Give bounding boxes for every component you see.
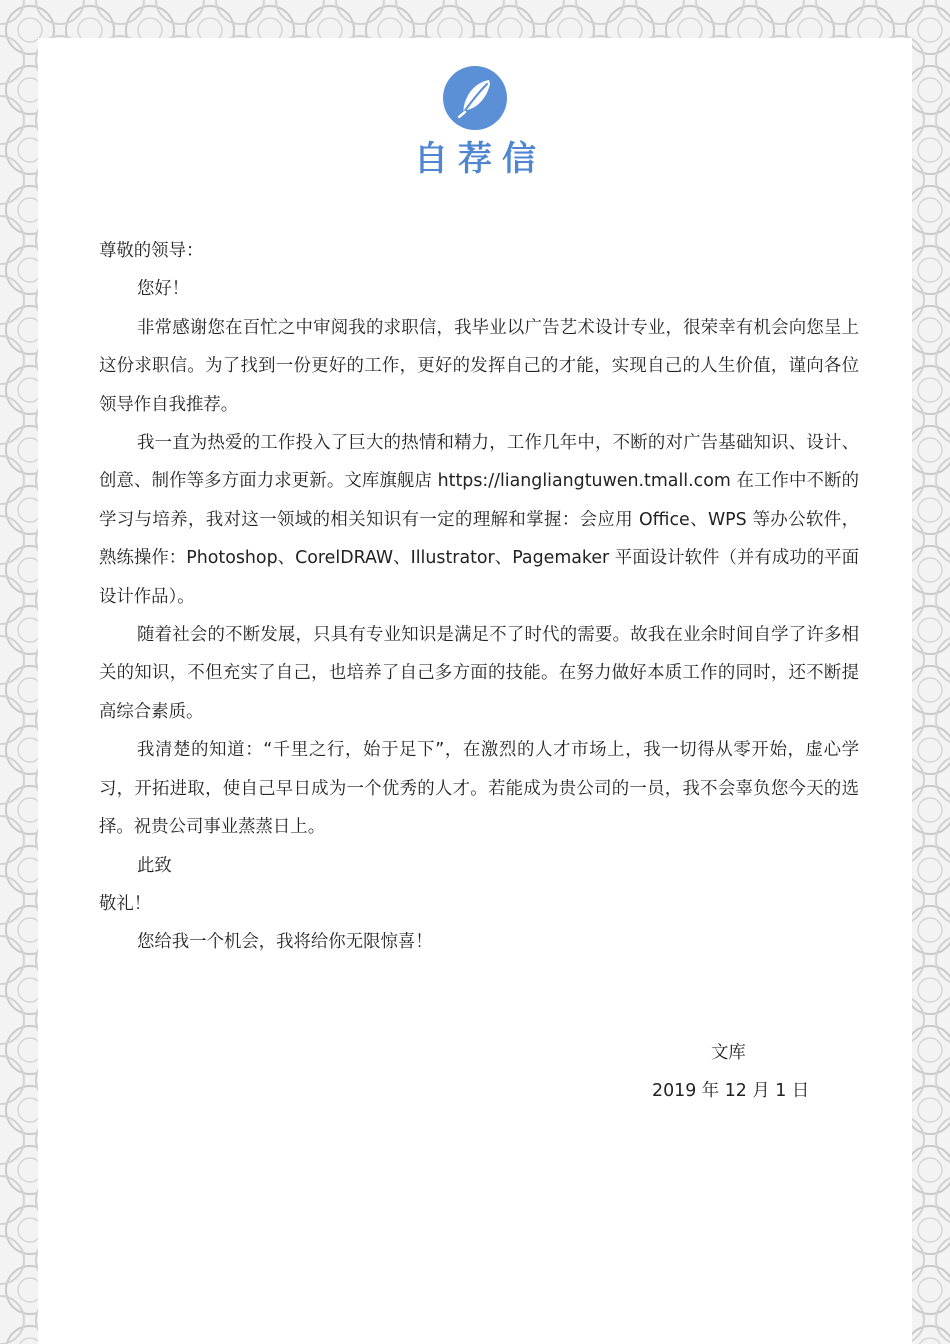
page-title: 自荐信: [414, 139, 546, 179]
closing-ci-zhi: 此致: [137, 855, 172, 876]
closing-jing-li: 敬礼！: [99, 893, 152, 914]
salutation: 尊敬的领导：: [99, 241, 204, 261]
feather-quill-icon: [443, 66, 507, 130]
closing-line: 您给我一个机会，我将给你无限惊喜！: [137, 932, 433, 953]
signer-name: 文库: [711, 1043, 746, 1063]
greeting: 您好！: [137, 279, 190, 300]
paragraph-2: 我一直为热爱的工作投入了巨大的热情和精力，工作几年中，不断的对广告基础知识、设计、创意、制作等多方面力求更新。文库旗舰店 https://liangliangtuwen.tmall.com 在工作中不断的学习与培养，我对这一领域的相关知识有一定的理解和掌握：会应用 Office、WPS 等办公软件，熟练操作：Photoshop、CorelDRAW、Illustrator、Pagemaker 平面设计软件（并有成功的平面设计作品）。: [99, 433, 859, 607]
logo-badge: [443, 66, 507, 130]
letter-body: [99, 232, 859, 962]
paragraph-3: 随着社会的不断发展，只具有专业知识是满足不了时代的需要。故我在业余时间自学了许多相关的知识，不但充实了自己，也培养了自己多方面的技能。在努力做好本质工作的同时，还不断提高综合素质。: [99, 625, 859, 722]
paragraph-4: 我清楚的知道：“千里之行，始于足下”，在激烈的人才市场上，我一切得从零开始，虚心学习，开拓进取，使自己早日成为一个优秀的人才。若能成为贵公司的一员，我不会辜负您今天的选择。祝贵公司事业蒸蒸日上。: [99, 740, 859, 838]
paragraph-1: 非常感谢您在百忙之中审阅我的求职信，我毕业以广告艺术设计专业，很荣幸有机会向您呈上这份求职信。为了找到一份更好的工作，更好的发挥自己的才能，实现自己的人生价值，谨向各位领导作自我推荐。: [99, 317, 859, 415]
sign-date: 2019 年 12 月 1 日: [652, 1081, 810, 1101]
